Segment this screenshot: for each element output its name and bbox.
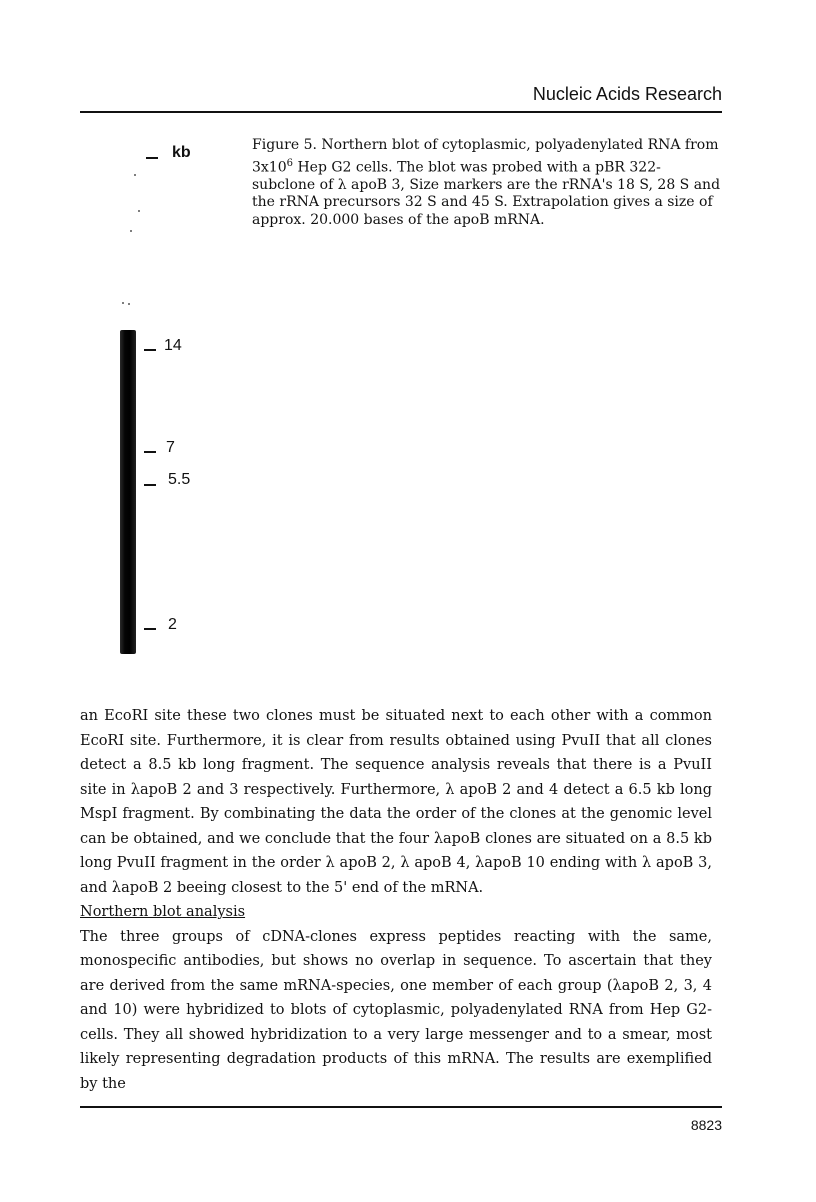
marker-tick-5-5 (144, 484, 156, 486)
northern-blot-figure (100, 130, 240, 670)
blot-speck (138, 210, 140, 212)
kb-tick (146, 157, 158, 159)
marker-label-5-5: 5.5 (168, 471, 191, 488)
page-number: 8823 (690, 1117, 722, 1133)
caption-text-1: Figure 5. Northern blot of cytoplasmic, polyadenylated RNA from 3x10 (252, 137, 719, 176)
paragraph-northern-blot: The three groups of cDNA-clones express peptides reacting with the same, monospecific antibodies, but shows no overlap in sequence. To ascertain that they are derived from the same mRNA-species, one member of each group (λapoB 2, 3, 4 and 10) were hybridized to blots of cytoplasmic, polyadenylated RNA from Hep G2-cells. They all showed hybridization to a very large messenger and to a smear, most likely representing degradation products of this mRNA. The results are exemplified by the (80, 928, 712, 1092)
body-text (80, 704, 712, 1096)
blot-lane (120, 330, 136, 654)
marker-label-2: 2 (168, 616, 177, 633)
blot-speck (122, 302, 124, 304)
caption-superscript: 6 (286, 157, 293, 169)
journal-title: Nucleic Acids Research (532, 84, 722, 104)
marker-label-7: 7 (166, 439, 175, 456)
figure-caption (252, 137, 722, 229)
caption-text-2: Hep G2 cells. The blot was probed with a pBR 322-subclone of λ apoB 3, Size markers are the rRNA's 18 S, 28 S and the rRNA precursors 32 S and 45 S. Extrapolation gives a size of approx. 20.000 bases of the apoB mRNA. (252, 159, 721, 228)
blot-speck (134, 174, 136, 176)
footer-rule (80, 1106, 722, 1108)
blot-speck (128, 303, 130, 305)
marker-label-14: 14 (164, 337, 182, 354)
header-rule (80, 111, 722, 113)
section-heading: Northern blot analysis (80, 904, 246, 920)
kb-label: kb (172, 144, 191, 161)
marker-tick-2 (144, 628, 156, 630)
marker-tick-7 (144, 451, 156, 453)
marker-tick-14 (144, 349, 156, 351)
paragraph-clone-order: an EcoRI site these two clones must be situated next to each other with a common EcoRI site. Furthermore, it is clear from results obtained using PvuII that all clones detect a 8.5 kb long fragment. The sequence analysis reveals that there is a PvuII site in λapoB 2 and 3 respectively. Furthermore, λ apoB 2 and 4 detect a 6.5 kb long MspI fragment. By combinating the data the order of the clones at the genomic level can be obtained, and we conclude that the four λapoB clones are situated on a 8.5 kb long PvuII fragment in the order λ apoB 2, λ apoB 4, λapoB 10 ending with λ apoB 3, and λapoB 2 beeing closest to the 5' end of the mRNA. (80, 708, 712, 896)
blot-speck (130, 230, 132, 232)
